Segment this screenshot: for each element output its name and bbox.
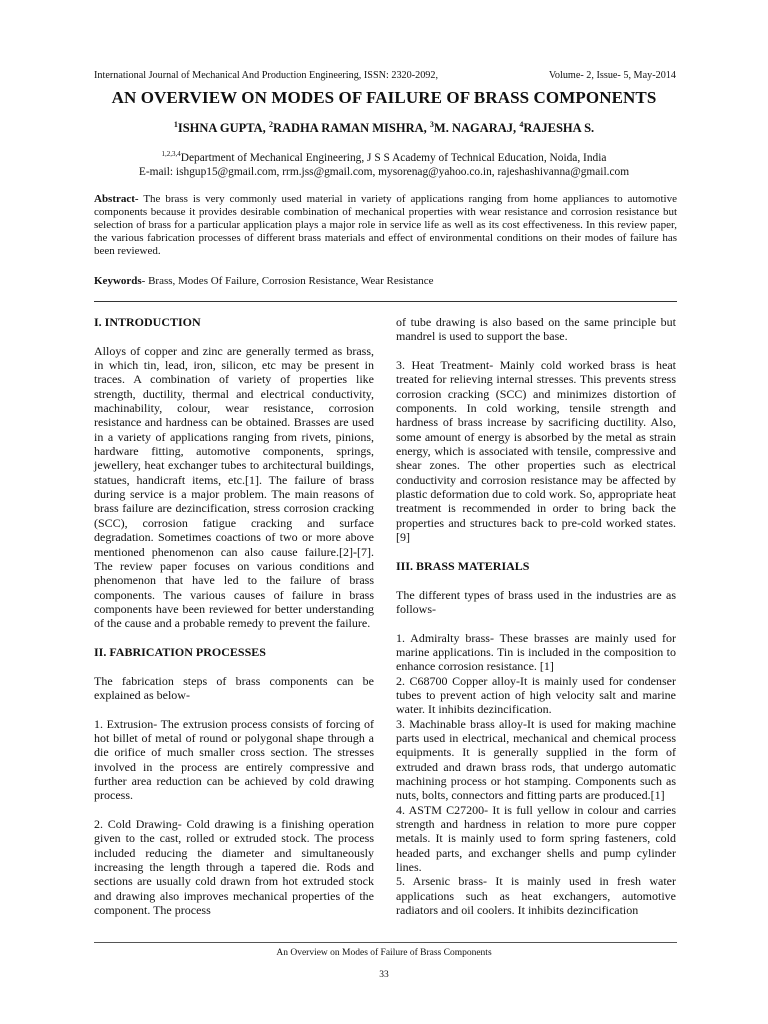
section-heading-introduction: I. INTRODUCTION bbox=[94, 315, 201, 329]
affiliation-dept: Department of Mechanical Engineering, J S S Academy of Technical Education, Noida, India bbox=[180, 151, 607, 164]
materials-list bbox=[396, 631, 676, 918]
author-name: ISHNA GUPTA, bbox=[177, 121, 269, 136]
paragraph-introduction: Alloys of copper and zinc are generally termed as brass, in which tin, lead, iron, silicon, etc may be present in traces. A combination of variety of properties like strength, ductility, thermal and electrical conductivity, machinability, colour, wear resistance, corrosion resistance and hardness can be obtained. Brasses are used in a variety of applications ranging from rivets, pinions, hardware fitting, automotive components, springs, jewellery, heat exchanger tubes to architectural buildings, statues, handicraft items, etc.[1]. The failure of brass during service is a major problem. The main reasons of brass failure are dezincification, stress corrosion cracking (SCC), corrosion fatigue cracking and surface degradation. Sometimes coactions of two or more above mentioned phenomenon can also cause failure.[2]-[7]. The review paper focuses on various conditions and phenomenon that have led to the failure of brass components. The various causes of failure in brass components have been reviewed for better understanding of the cause and a probable remedy to prevent the failure. bbox=[94, 343, 374, 631]
keywords-label: Keywords bbox=[94, 275, 142, 287]
right-column bbox=[396, 315, 676, 917]
list-item: 3. Machinable brass alloy-It is used for making machine parts used in electrical, mechanical and chemical process equipments. It is generally supplied in the form of extruded and drawn brass rods, that undergo automatic machining process or hot stamping. Components such as nuts, bolts, connectors and fitting parts are produced.[1] bbox=[396, 716, 676, 803]
paper-title: AN OVERVIEW ON MODES OF FAILURE OF BRASS COMPONENTS bbox=[111, 88, 657, 107]
paragraph-materials-intro: The different types of brass used in the industries are as follows- bbox=[396, 587, 676, 616]
list-item: 1. Admiralty brass- These brasses are mainly used for marine applications. Tin is included in the composition to enhance corrosion resistance. [1] bbox=[396, 630, 676, 674]
author-sup: 3 bbox=[429, 120, 434, 129]
section-divider bbox=[94, 301, 677, 302]
list-item: 5. Arsenic brass- It is mainly used in fresh water applications such as heat exchangers, automotive radiators and oil coolers. It inhibits dezincification bbox=[396, 874, 676, 918]
abstract bbox=[94, 193, 677, 258]
affiliation-sup: 1,2,3,4 bbox=[161, 150, 181, 158]
author-name: RAJESHA S. bbox=[523, 121, 595, 136]
paragraph-fabrication-intro: The fabrication steps of brass components can be explained as below- bbox=[94, 673, 374, 702]
footer-divider bbox=[94, 942, 677, 943]
paragraph-continuation: of tube drawing is also based on the same principle but mandrel is used to support the base. bbox=[396, 315, 676, 344]
abstract-label: Abstract- bbox=[94, 193, 139, 205]
keywords bbox=[94, 275, 677, 287]
affiliation-email: E-mail: ishgup15@gmail.com, rrm.jss@gmail.com, mysorenag@yahoo.co.in, rajeshashivanna@gmail.com bbox=[138, 165, 630, 178]
author-sup: 4 bbox=[519, 120, 524, 129]
paragraph-cold-drawing: 2. Cold Drawing- Cold drawing is a finishing operation given to the cast, rolled or extruded stock. The process included reducing the diameter and simultaneously increasing the length through a tapered die. Rods and sections are usually cold drawn from hot extruded stock and drawing also improves mechanical properties of the component. The process bbox=[94, 817, 374, 918]
author-sup: 2 bbox=[268, 120, 273, 129]
volume-info: Volume- 2, Issue- 5, May-2014 bbox=[548, 70, 676, 81]
left-column bbox=[94, 315, 374, 932]
running-title: An Overview on Modes of Failure of Brass Components bbox=[276, 948, 492, 958]
journal-name: International Journal of Mechanical And Production Engineering, ISSN: 2320-2092, bbox=[94, 70, 439, 81]
list-item: 2. C68700 Copper alloy-It is mainly used for condenser tubes to prevent action of high velocity salt and marine water. It inhibits dezincification. bbox=[396, 673, 676, 717]
section-heading-brass-materials: III. BRASS MATERIALS bbox=[396, 558, 530, 573]
page-number: 33 bbox=[379, 970, 389, 980]
author-name: M. NAGARAJ, bbox=[433, 121, 520, 136]
affiliation bbox=[0, 147, 768, 179]
author-name: RADHA RAMAN MISHRA, bbox=[272, 121, 430, 136]
keywords-text: - Brass, Modes Of Failure, Corrosion Resistance, Wear Resistance bbox=[141, 275, 434, 287]
section-heading-fabrication: II. FABRICATION PROCESSES bbox=[94, 644, 266, 659]
abstract-text: The brass is very commonly used material in variety of applications ranging from home appliances to automotive components because it provides desirable combination of mechanical properties with wear resistance and corrosion resistance but selection of brass for a particular application plays a major role in service life as well as its cost effectiveness. In this review paper, the various fabrication processes of different brass materials and effect of environmental conditions on their modes of failure has been reviewed. bbox=[94, 193, 677, 257]
list-item: 4. ASTM C27200- It is full yellow in colour and carries strength and hardness in relation to more pure copper metals. It is mainly used to form spring fasteners, cold headed parts, and exchanger shells and pump cylinder lines. bbox=[396, 802, 676, 875]
author-sup: 1 bbox=[173, 120, 178, 129]
journal-header bbox=[94, 70, 676, 81]
paragraph-heat-treatment: 3. Heat Treatment- Mainly cold worked brass is heat treated for relieving internal stresses. This prevents stress corrosion cracking (SCC) and minimizes distortion of components. In cold working, tensile strength and hardness of brass increase by sacrificing ductility. Also, some amount of energy is absorbed by the metal as strain energy, which is associated with tensile, compressive and shear zones. The other properties such as electrical conductivity and corrosion resistance may be affected by plastic deformation due to cold work. So, appropriate heat treatment is recommended in order to bring back the properties and structures back to pre-cold worked states. [9] bbox=[396, 358, 676, 545]
paragraph-extrusion: 1. Extrusion- The extrusion process consists of forcing of hot billet of metal of round or polygonal shape through a die orifice of much smaller cross section. The stresses involved in the process are entirely compressive and further area reduction can be achieved by cold drawing process. bbox=[94, 716, 374, 803]
author-list bbox=[0, 120, 768, 136]
